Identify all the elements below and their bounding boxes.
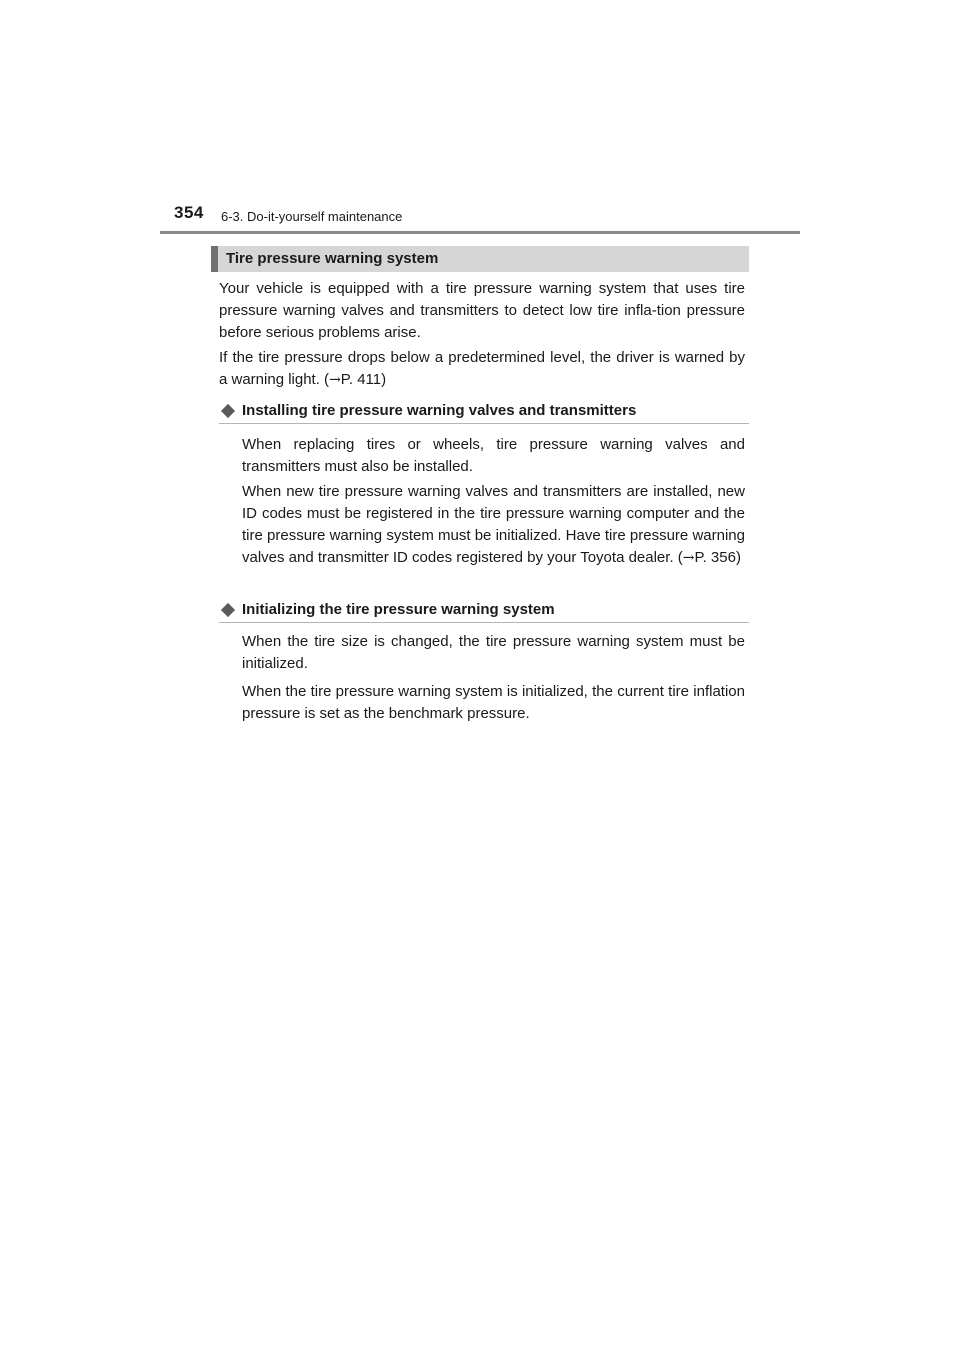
section-title: Tire pressure warning system xyxy=(226,250,439,267)
initializing-paragraph-2: When the tire pressure warning system is initialized, the current tire inflation pressure is set as the benchmark pressure. xyxy=(242,683,745,722)
section-heading-bar xyxy=(211,246,749,272)
subheading-title: Installing tire pressure warning valves and transmitters xyxy=(242,402,637,419)
warning-page-ref[interactable]: P. 411) xyxy=(340,371,387,388)
page-header xyxy=(160,203,800,235)
page-number: 354 xyxy=(174,203,204,222)
installing-paragraph-1: When replacing tires or wheels, tire pressure warning valves and transmitters must also be installed. xyxy=(242,436,745,475)
warning-text: If the tire pressure drops below a predetermined level, the driver is warned by a warning light. ( xyxy=(219,349,745,388)
warning-paragraph xyxy=(219,347,745,391)
initializing-paragraph-1: When the tire size is changed, the tire pressure warning system must be initialized. xyxy=(242,633,745,672)
installing-page-ref[interactable]: P. 356) xyxy=(694,549,741,566)
subheading-initializing xyxy=(219,600,749,623)
intro-paragraph: Your vehicle is equipped with a tire pressure warning system that uses tire pressure warning valves and transmitters to detect low tire infla-tion pressure before serious problems arise. xyxy=(219,280,745,341)
subheading-title: Initializing the tire pressure warning system xyxy=(242,601,555,618)
chapter-title: 6-3. Do-it-yourself maintenance xyxy=(221,209,403,224)
arrow-icon: → xyxy=(329,372,341,388)
arrow-icon: → xyxy=(682,550,695,566)
installing-paragraph-2 xyxy=(242,481,745,569)
header-rule xyxy=(160,231,800,234)
diamond-bullet-icon xyxy=(221,603,235,617)
installing-text: When new tire pressure warning valves and transmitters are installed, new ID codes must be registered in the tire pressure warning computer and the tire pressure warning system must be initialized. Have tire pressure warning valves and transmitter ID codes registered by your Toyota dealer. ( xyxy=(242,483,745,566)
subheading-installing xyxy=(219,401,749,424)
diamond-bullet-icon xyxy=(221,404,235,418)
